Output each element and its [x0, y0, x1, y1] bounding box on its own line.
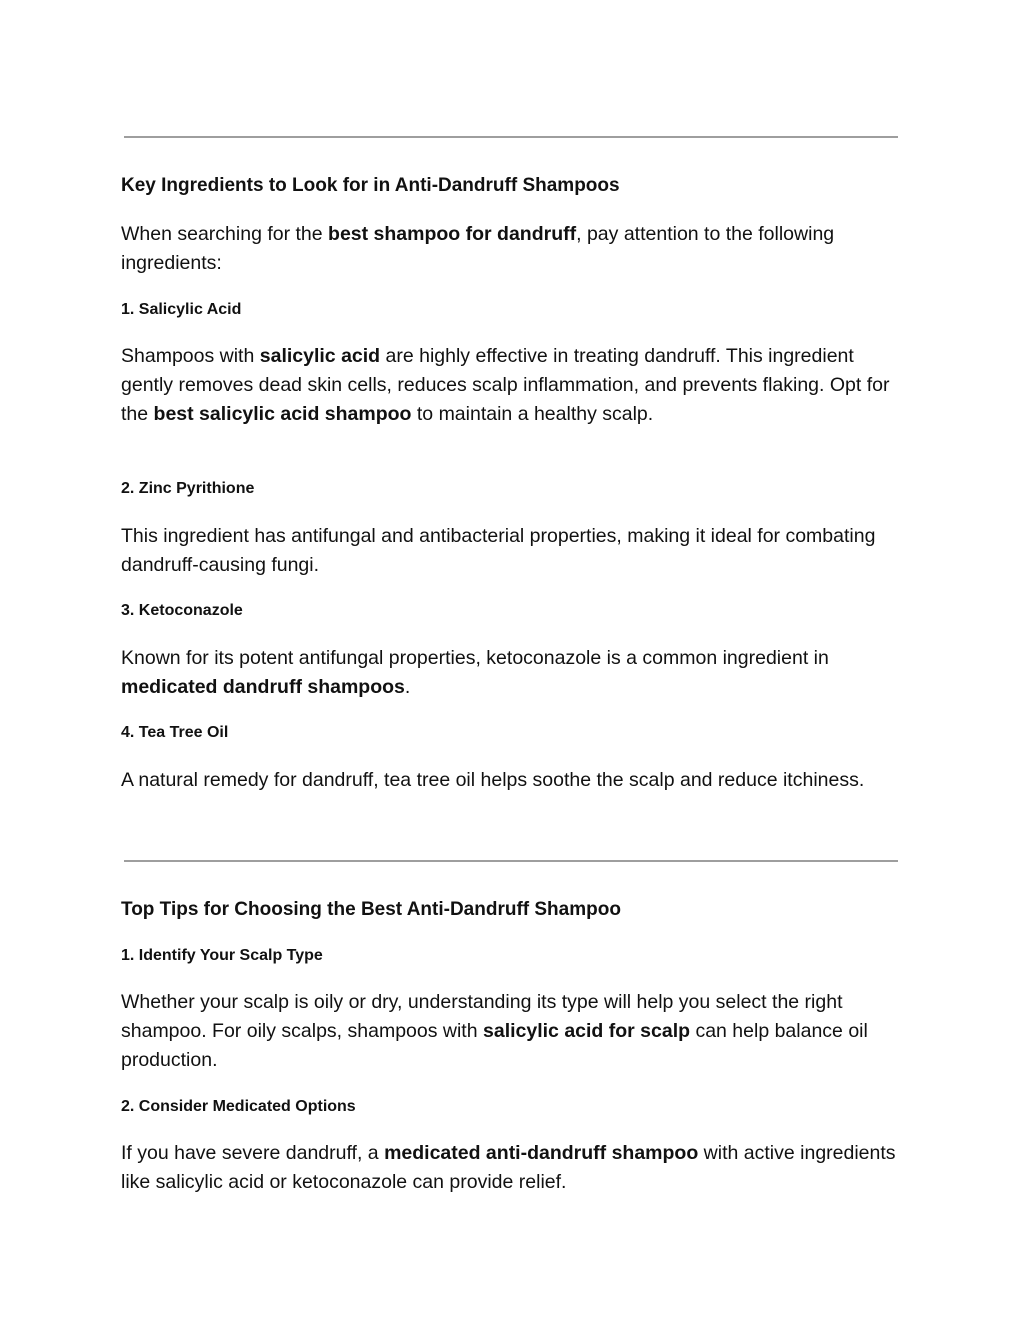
section-heading-key-ingredients: Key Ingredients to Look for in Anti-Dandruff Shampoos	[121, 175, 620, 196]
subheading-zinc-pyrithione: 2. Zinc Pyrithione	[121, 480, 255, 497]
section-heading-top-tips: Top Tips for Choosing the Best Anti-Dandruff Shampoo	[121, 899, 621, 920]
horizontal-rule	[124, 860, 898, 862]
paragraph-salicylic-acid: Shampoos with salicylic acid are highly effective in treating dandruff. This ingredient gently removes dead skin cells, reduces scalp inflammation, and prevents flaking. Opt for the best salicylic acid shampoo to maintain a healthy scalp.	[121, 345, 890, 425]
paragraph-consider-medicated: If you have severe dandruff, a medicated anti-dandruff shampoo with active ingredients like salicylic acid or ketoconazole can provide relief.	[121, 1142, 896, 1193]
paragraph-identify-scalp-type: Whether your scalp is oily or dry, understanding its type will help you select the right shampoo. For oily scalps, shampoos with salicylic acid for scalp can help balance oil production.	[121, 991, 868, 1071]
subheading-identify-scalp-type: 1. Identify Your Scalp Type	[121, 947, 323, 964]
intro-paragraph: When searching for the best shampoo for dandruff, pay attention to the following ingredients:	[121, 223, 835, 274]
horizontal-rule	[124, 136, 898, 138]
subheading-ketoconazole: 3. Ketoconazole	[121, 602, 243, 619]
keyword-link: best shampoo for dandruff	[328, 223, 577, 245]
subheading-tea-tree-oil: 4. Tea Tree Oil	[121, 724, 229, 741]
paragraph-zinc-pyrithione: This ingredient has antifungal and antibacterial properties, making it ideal for combating dandruff-causing fungi.	[121, 525, 876, 576]
paragraph-tea-tree-oil: A natural remedy for dandruff, tea tree oil helps soothe the scalp and reduce itchiness.	[121, 769, 865, 791]
paragraph-ketoconazole: Known for its potent antifungal properties, ketoconazole is a common ingredient in medicated dandruff shampoos.	[121, 647, 829, 698]
subheading-salicylic-acid: 1. Salicylic Acid	[121, 301, 242, 318]
subheading-consider-medicated: 2. Consider Medicated Options	[121, 1098, 356, 1115]
